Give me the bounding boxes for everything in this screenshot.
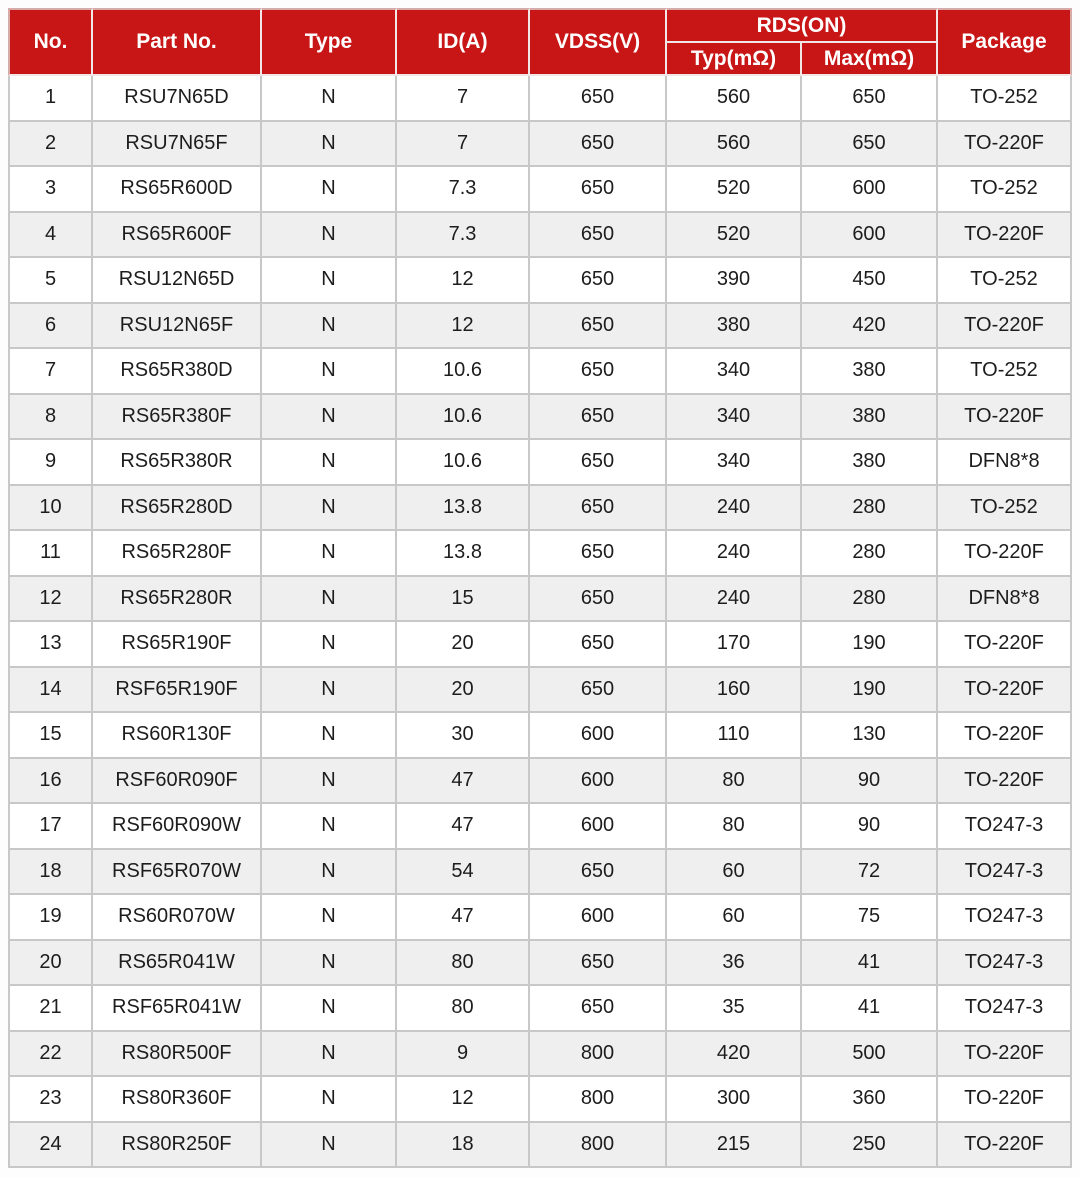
cell-typ: 240 (667, 577, 802, 623)
table-row (8, 349, 1072, 395)
cell-vdss: 650 (530, 486, 667, 532)
cell-part-no: RSF65R070W (93, 850, 262, 896)
cell-type: N (262, 349, 397, 395)
table-row (8, 304, 1072, 350)
cell-id-a: 13.8 (397, 531, 530, 577)
cell-max: 360 (802, 1077, 938, 1123)
cell-no: 12 (8, 577, 93, 623)
cell-no: 16 (8, 759, 93, 805)
cell-typ: 215 (667, 1123, 802, 1169)
cell-package: TO-220F (938, 1123, 1072, 1169)
header-part-no: Part No. (93, 8, 262, 76)
cell-typ: 380 (667, 304, 802, 350)
header-package: Package (938, 8, 1072, 76)
cell-no: 9 (8, 440, 93, 486)
cell-package: TO247-3 (938, 850, 1072, 896)
cell-package: TO-220F (938, 713, 1072, 759)
cell-package: TO-220F (938, 531, 1072, 577)
cell-vdss: 650 (530, 986, 667, 1032)
cell-max: 130 (802, 713, 938, 759)
cell-package: TO-220F (938, 668, 1072, 714)
cell-part-no: RS65R600D (93, 167, 262, 213)
cell-vdss: 600 (530, 895, 667, 941)
cell-id-a: 47 (397, 804, 530, 850)
table-row (8, 622, 1072, 668)
cell-part-no: RS65R041W (93, 941, 262, 987)
cell-typ: 340 (667, 395, 802, 441)
header-max: Max(mΩ) (802, 43, 938, 76)
cell-typ: 520 (667, 167, 802, 213)
cell-id-a: 7 (397, 76, 530, 122)
cell-vdss: 650 (530, 258, 667, 304)
cell-type: N (262, 167, 397, 213)
cell-typ: 420 (667, 1032, 802, 1078)
cell-package: TO-252 (938, 349, 1072, 395)
cell-package: TO247-3 (938, 804, 1072, 850)
cell-type: N (262, 668, 397, 714)
cell-max: 650 (802, 122, 938, 168)
cell-no: 6 (8, 304, 93, 350)
cell-id-a: 54 (397, 850, 530, 896)
cell-vdss: 600 (530, 713, 667, 759)
cell-typ: 560 (667, 122, 802, 168)
cell-max: 600 (802, 167, 938, 213)
cell-max: 280 (802, 531, 938, 577)
cell-no: 15 (8, 713, 93, 759)
cell-max: 500 (802, 1032, 938, 1078)
cell-typ: 110 (667, 713, 802, 759)
table-row (8, 986, 1072, 1032)
cell-no: 8 (8, 395, 93, 441)
cell-package: TO-252 (938, 76, 1072, 122)
table-row (8, 759, 1072, 805)
cell-id-a: 10.6 (397, 349, 530, 395)
table-row (8, 258, 1072, 304)
cell-vdss: 650 (530, 668, 667, 714)
cell-part-no: RS65R380D (93, 349, 262, 395)
cell-type: N (262, 213, 397, 259)
cell-typ: 36 (667, 941, 802, 987)
header-type: Type (262, 8, 397, 76)
cell-type: N (262, 395, 397, 441)
cell-part-no: RSF65R190F (93, 668, 262, 714)
header-typ: Typ(mΩ) (667, 43, 802, 76)
cell-no: 3 (8, 167, 93, 213)
cell-package: TO-252 (938, 258, 1072, 304)
cell-part-no: RSF60R090F (93, 759, 262, 805)
cell-max: 280 (802, 486, 938, 532)
cell-type: N (262, 941, 397, 987)
cell-typ: 35 (667, 986, 802, 1032)
cell-vdss: 650 (530, 622, 667, 668)
cell-package: TO-220F (938, 395, 1072, 441)
cell-type: N (262, 1123, 397, 1169)
cell-max: 380 (802, 349, 938, 395)
cell-no: 18 (8, 850, 93, 896)
cell-id-a: 13.8 (397, 486, 530, 532)
cell-type: N (262, 713, 397, 759)
cell-id-a: 18 (397, 1123, 530, 1169)
cell-package: TO-220F (938, 122, 1072, 168)
table-row (8, 440, 1072, 486)
header-no: No. (8, 8, 93, 76)
cell-type: N (262, 986, 397, 1032)
cell-vdss: 650 (530, 167, 667, 213)
table-row (8, 167, 1072, 213)
table-row (8, 895, 1072, 941)
header-rds-on: RDS(ON) (667, 8, 938, 43)
cell-id-a: 7 (397, 122, 530, 168)
cell-max: 41 (802, 941, 938, 987)
cell-id-a: 10.6 (397, 395, 530, 441)
cell-id-a: 7.3 (397, 167, 530, 213)
cell-vdss: 650 (530, 76, 667, 122)
table-row (8, 804, 1072, 850)
cell-part-no: RS65R280R (93, 577, 262, 623)
cell-part-no: RS60R070W (93, 895, 262, 941)
cell-type: N (262, 850, 397, 896)
cell-max: 380 (802, 395, 938, 441)
cell-type: N (262, 759, 397, 805)
cell-package: TO-220F (938, 213, 1072, 259)
table-row (8, 1123, 1072, 1169)
cell-max: 280 (802, 577, 938, 623)
cell-package: TO-220F (938, 1077, 1072, 1123)
cell-typ: 170 (667, 622, 802, 668)
cell-part-no: RS65R380R (93, 440, 262, 486)
cell-id-a: 15 (397, 577, 530, 623)
cell-part-no: RS65R280F (93, 531, 262, 577)
cell-part-no: RS80R500F (93, 1032, 262, 1078)
cell-package: TO-252 (938, 486, 1072, 532)
cell-no: 17 (8, 804, 93, 850)
cell-id-a: 80 (397, 986, 530, 1032)
cell-package: TO-220F (938, 1032, 1072, 1078)
cell-no: 20 (8, 941, 93, 987)
cell-package: TO247-3 (938, 941, 1072, 987)
cell-typ: 60 (667, 850, 802, 896)
cell-typ: 240 (667, 531, 802, 577)
cell-id-a: 7.3 (397, 213, 530, 259)
cell-part-no: RSU12N65F (93, 304, 262, 350)
cell-no: 2 (8, 122, 93, 168)
cell-typ: 340 (667, 349, 802, 395)
header-row-main (8, 8, 1072, 43)
cell-package: TO247-3 (938, 986, 1072, 1032)
cell-part-no: RSU7N65D (93, 76, 262, 122)
cell-max: 380 (802, 440, 938, 486)
cell-max: 90 (802, 759, 938, 805)
table-row (8, 213, 1072, 259)
table-row (8, 850, 1072, 896)
table-header (8, 8, 1072, 76)
cell-package: TO-220F (938, 622, 1072, 668)
cell-id-a: 20 (397, 668, 530, 714)
cell-typ: 300 (667, 1077, 802, 1123)
cell-no: 21 (8, 986, 93, 1032)
cell-part-no: RSU12N65D (93, 258, 262, 304)
cell-typ: 60 (667, 895, 802, 941)
cell-no: 11 (8, 531, 93, 577)
table-row (8, 1077, 1072, 1123)
cell-no: 10 (8, 486, 93, 532)
cell-typ: 560 (667, 76, 802, 122)
cell-max: 75 (802, 895, 938, 941)
cell-part-no: RSU7N65F (93, 122, 262, 168)
cell-package: TO247-3 (938, 895, 1072, 941)
cell-part-no: RS80R250F (93, 1123, 262, 1169)
cell-id-a: 30 (397, 713, 530, 759)
cell-no: 13 (8, 622, 93, 668)
table-row (8, 395, 1072, 441)
cell-vdss: 650 (530, 122, 667, 168)
cell-max: 190 (802, 668, 938, 714)
cell-max: 90 (802, 804, 938, 850)
cell-no: 4 (8, 213, 93, 259)
cell-max: 250 (802, 1123, 938, 1169)
table-row (8, 486, 1072, 532)
table-row (8, 531, 1072, 577)
cell-vdss: 650 (530, 395, 667, 441)
cell-id-a: 10.6 (397, 440, 530, 486)
cell-type: N (262, 895, 397, 941)
cell-no: 22 (8, 1032, 93, 1078)
cell-no: 14 (8, 668, 93, 714)
cell-part-no: RS65R280D (93, 486, 262, 532)
cell-package: TO-220F (938, 304, 1072, 350)
cell-id-a: 12 (397, 304, 530, 350)
cell-package: TO-220F (938, 759, 1072, 805)
cell-no: 19 (8, 895, 93, 941)
cell-vdss: 800 (530, 1077, 667, 1123)
cell-id-a: 47 (397, 895, 530, 941)
cell-id-a: 20 (397, 622, 530, 668)
cell-vdss: 650 (530, 850, 667, 896)
cell-max: 420 (802, 304, 938, 350)
cell-vdss: 650 (530, 577, 667, 623)
cell-type: N (262, 804, 397, 850)
cell-no: 24 (8, 1123, 93, 1169)
header-vdss: VDSS(V) (530, 8, 667, 76)
cell-id-a: 12 (397, 258, 530, 304)
mosfet-parts-table (8, 8, 1072, 1168)
cell-part-no: RS65R190F (93, 622, 262, 668)
cell-package: DFN8*8 (938, 577, 1072, 623)
cell-type: N (262, 1032, 397, 1078)
cell-type: N (262, 1077, 397, 1123)
cell-package: TO-252 (938, 167, 1072, 213)
cell-part-no: RS80R360F (93, 1077, 262, 1123)
cell-part-no: RS65R380F (93, 395, 262, 441)
cell-typ: 160 (667, 668, 802, 714)
cell-typ: 240 (667, 486, 802, 532)
cell-typ: 80 (667, 759, 802, 805)
cell-part-no: RS60R130F (93, 713, 262, 759)
cell-max: 450 (802, 258, 938, 304)
cell-part-no: RS65R600F (93, 213, 262, 259)
cell-no: 7 (8, 349, 93, 395)
cell-typ: 340 (667, 440, 802, 486)
cell-max: 650 (802, 76, 938, 122)
cell-type: N (262, 76, 397, 122)
table-row (8, 577, 1072, 623)
cell-part-no: RSF65R041W (93, 986, 262, 1032)
cell-id-a: 9 (397, 1032, 530, 1078)
cell-id-a: 47 (397, 759, 530, 805)
table-row (8, 713, 1072, 759)
cell-typ: 80 (667, 804, 802, 850)
cell-id-a: 12 (397, 1077, 530, 1123)
table-row (8, 1032, 1072, 1078)
cell-no: 5 (8, 258, 93, 304)
cell-type: N (262, 440, 397, 486)
cell-vdss: 650 (530, 941, 667, 987)
cell-max: 600 (802, 213, 938, 259)
cell-type: N (262, 486, 397, 532)
table-row (8, 76, 1072, 122)
cell-vdss: 800 (530, 1032, 667, 1078)
cell-type: N (262, 122, 397, 168)
cell-vdss: 650 (530, 213, 667, 259)
cell-vdss: 650 (530, 531, 667, 577)
table-body (8, 76, 1072, 1168)
cell-package: DFN8*8 (938, 440, 1072, 486)
cell-type: N (262, 304, 397, 350)
cell-part-no: RSF60R090W (93, 804, 262, 850)
cell-no: 1 (8, 76, 93, 122)
cell-type: N (262, 258, 397, 304)
cell-vdss: 650 (530, 349, 667, 395)
table-row (8, 941, 1072, 987)
cell-id-a: 80 (397, 941, 530, 987)
cell-max: 41 (802, 986, 938, 1032)
table-row (8, 668, 1072, 714)
cell-typ: 520 (667, 213, 802, 259)
table-row (8, 122, 1072, 168)
cell-type: N (262, 531, 397, 577)
cell-vdss: 650 (530, 304, 667, 350)
cell-vdss: 600 (530, 759, 667, 805)
cell-type: N (262, 622, 397, 668)
cell-max: 72 (802, 850, 938, 896)
header-id-a: ID(A) (397, 8, 530, 76)
cell-typ: 390 (667, 258, 802, 304)
cell-vdss: 600 (530, 804, 667, 850)
cell-max: 190 (802, 622, 938, 668)
cell-type: N (262, 577, 397, 623)
cell-vdss: 800 (530, 1123, 667, 1169)
cell-no: 23 (8, 1077, 93, 1123)
cell-vdss: 650 (530, 440, 667, 486)
